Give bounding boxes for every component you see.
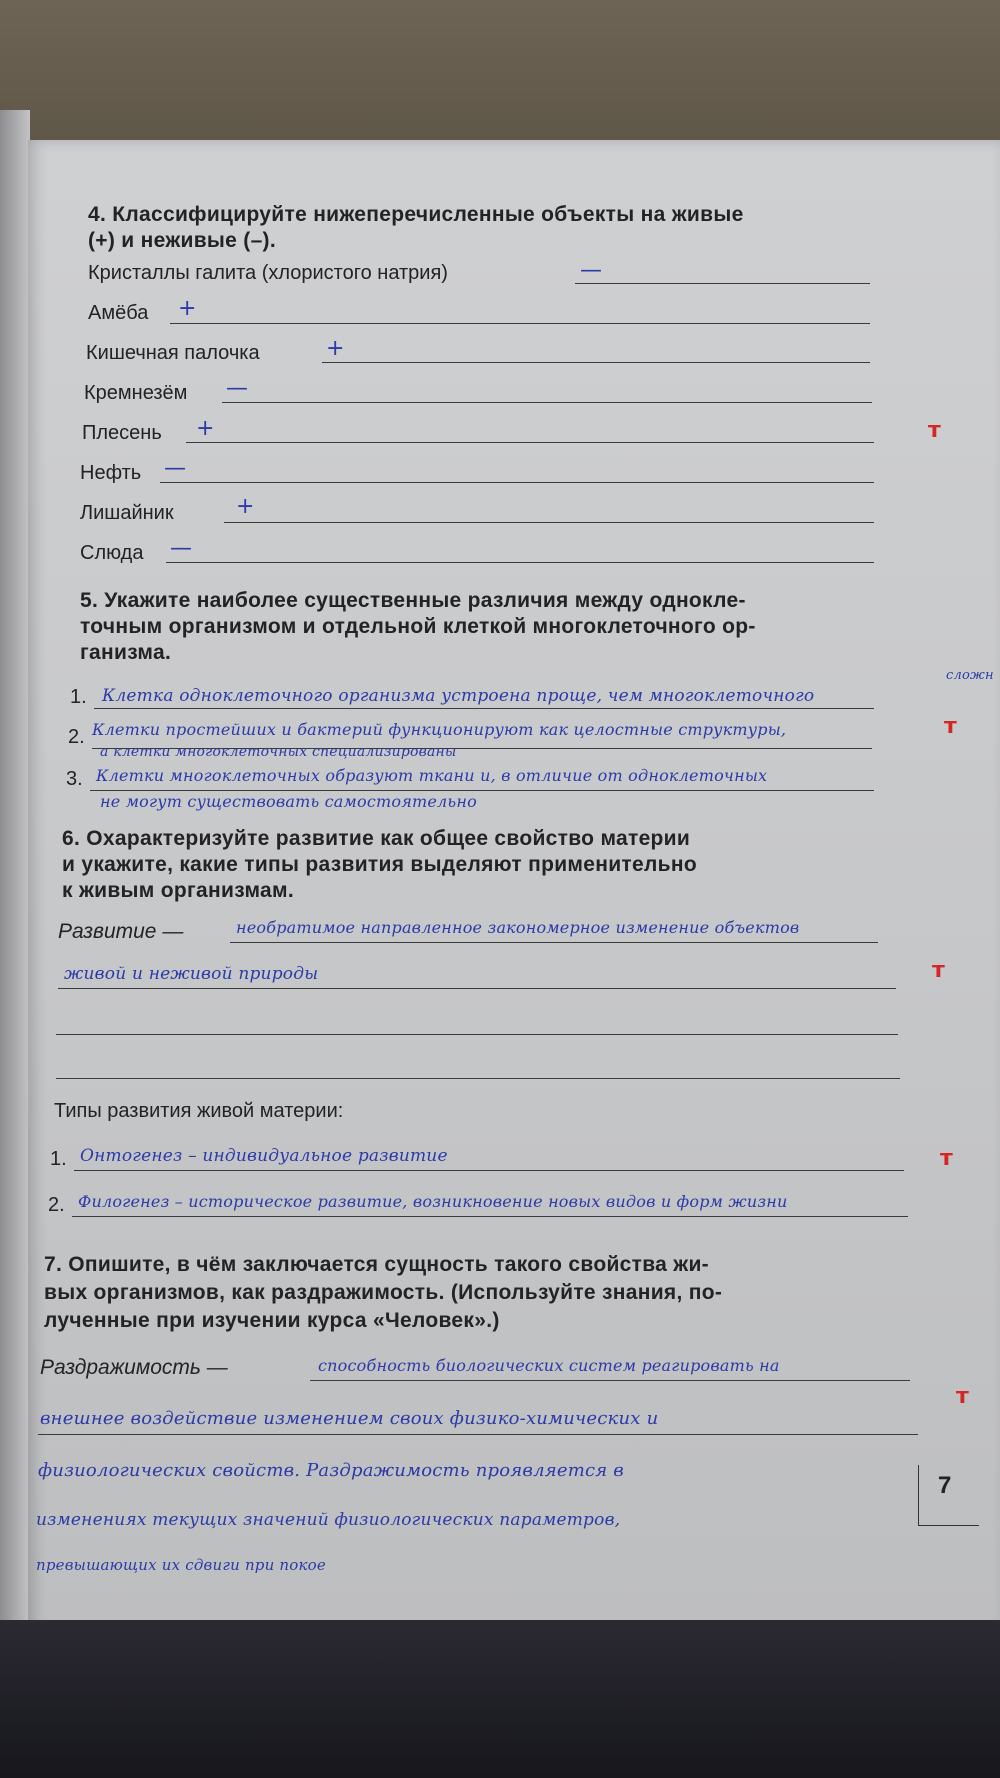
answer-line bbox=[58, 988, 896, 989]
q5-answer-text: Клетки простейших и бактерий функционируют как целостные структуры, bbox=[92, 720, 787, 739]
q5-answer-extra: сложн bbox=[946, 668, 994, 683]
answer-line bbox=[224, 522, 874, 523]
q6-type-text: Онтогенез – индивидуальное развитие bbox=[80, 1146, 448, 1166]
q4-item-label: Слюда bbox=[80, 542, 144, 564]
q6-definition-label: Развитие — bbox=[58, 920, 184, 943]
q5-answer-text: Клетки многоклеточных образуют ткани и, в отличие от одноклеточных bbox=[96, 766, 768, 785]
q6-definition-line2: живой и неживой природы bbox=[64, 964, 319, 984]
answer-line bbox=[38, 1434, 918, 1435]
q7-heading-line1: 7. Опишите, в чём заключается сущность такого свойства жи- bbox=[44, 1253, 709, 1276]
q5-heading-line2: точным организмом и отдельной клеткой многоклеточного ор- bbox=[80, 615, 756, 638]
q4-item-label: Кишечная палочка bbox=[86, 342, 260, 364]
answer-line bbox=[166, 562, 874, 563]
q5-answer-extra: а клетки многоклеточных специализированы bbox=[100, 744, 457, 760]
q4-item-label: Амёба bbox=[88, 302, 149, 324]
answer-line bbox=[186, 442, 874, 443]
q6-heading-line1: 6. Охарактеризуйте развитие как общее свойство материи bbox=[62, 827, 691, 850]
answer-line bbox=[72, 1216, 908, 1217]
q7-definition-line: способность биологических систем реагировать на bbox=[318, 1356, 780, 1375]
answer-line bbox=[322, 362, 870, 363]
answer-line bbox=[94, 708, 874, 709]
answer-line bbox=[74, 1170, 904, 1171]
q7-heading-line3: лученные при изучении курса «Человек».) bbox=[44, 1309, 500, 1332]
q5-heading-line3: ганизма. bbox=[80, 641, 172, 664]
q6-definition-line1: необратимое направленное закономерное изменение объектов bbox=[236, 918, 800, 937]
q7-definition-line: физиологических свойств. Раздражимость проявляется в bbox=[38, 1460, 624, 1481]
q6-heading-line2: и укажите, какие типы развития выделяют применительно bbox=[62, 853, 697, 876]
q4-item-label: Нефть bbox=[80, 462, 142, 484]
answer-line bbox=[56, 1034, 898, 1035]
q7-heading-line2: вых организмов, как раздражимость. (Используйте знания, по- bbox=[44, 1281, 723, 1304]
answer-line bbox=[170, 323, 870, 324]
q4-item-answer: + bbox=[326, 336, 345, 361]
q4-heading-line1: 4. Классифицируйте нижеперечисленные объекты на живые bbox=[88, 203, 744, 226]
q4-item-label: Лишайник bbox=[80, 502, 174, 524]
q4-item-answer: — bbox=[226, 376, 248, 401]
q4-heading-line2: (+) и неживые (–). bbox=[88, 229, 276, 252]
q4-item-answer: + bbox=[178, 296, 197, 321]
q4-item-answer: + bbox=[196, 416, 215, 441]
q6-heading-line3: к живым организмам. bbox=[62, 879, 294, 902]
answer-line bbox=[575, 283, 870, 284]
answer-line bbox=[90, 790, 874, 791]
q7-definition-label: Раздражимость — bbox=[40, 1356, 228, 1379]
q6-type-number: 1. bbox=[50, 1148, 67, 1170]
answer-line bbox=[160, 482, 874, 483]
q4-item-label: Кристаллы галита (хлористого натрия) bbox=[88, 262, 448, 284]
q5-check-mark: т bbox=[944, 714, 957, 739]
q5-answer-extra: не могут существовать самостоятельно bbox=[100, 792, 477, 811]
q4-item-label: Кремнезём bbox=[84, 382, 188, 404]
answer-line bbox=[230, 942, 878, 943]
q7-definition-line: изменениях текущих значений физиологических параметров, bbox=[36, 1510, 621, 1530]
q7-definition-line: превышающих их сдвиги при покое bbox=[36, 1556, 326, 1574]
answer-line bbox=[56, 1078, 900, 1079]
q6-types-label: Типы развития живой материи: bbox=[54, 1100, 344, 1122]
q4-item-answer: + bbox=[236, 494, 255, 519]
left-page-edge bbox=[0, 110, 30, 1630]
background-top bbox=[0, 0, 1000, 150]
q4-check-mark: т bbox=[928, 418, 941, 443]
page-number: 7 bbox=[938, 1472, 952, 1499]
q5-answer-number: 1. bbox=[70, 686, 87, 708]
background-bottom bbox=[0, 1620, 1000, 1778]
q6-type-number: 2. bbox=[48, 1194, 65, 1216]
q5-answer-text: Клетка одноклеточного организма устроена проще, чем многоклеточного bbox=[102, 686, 815, 706]
q4-item-label: Плесень bbox=[82, 422, 162, 444]
q5-answer-number: 2. bbox=[68, 726, 85, 748]
q4-item-answer: — bbox=[164, 456, 186, 481]
answer-line bbox=[310, 1380, 910, 1381]
q5-heading-line1: 5. Укажите наиболее существенные различия между однокле- bbox=[80, 589, 746, 612]
q6-type-text: Филогенез – историческое развитие, возникновение новых видов и форм жизни bbox=[78, 1192, 788, 1211]
q4-item-answer: — bbox=[170, 536, 192, 561]
q4-item-answer: — bbox=[580, 258, 602, 283]
q6-type-check-mark: т bbox=[940, 1146, 953, 1171]
q6-check-mark: т bbox=[932, 958, 945, 983]
q7-definition-line: внешнее воздействие изменением своих физико-химических и bbox=[40, 1408, 659, 1429]
q5-answer-number: 3. bbox=[66, 768, 83, 790]
q7-check-mark: т bbox=[956, 1384, 969, 1409]
answer-line bbox=[222, 402, 872, 403]
